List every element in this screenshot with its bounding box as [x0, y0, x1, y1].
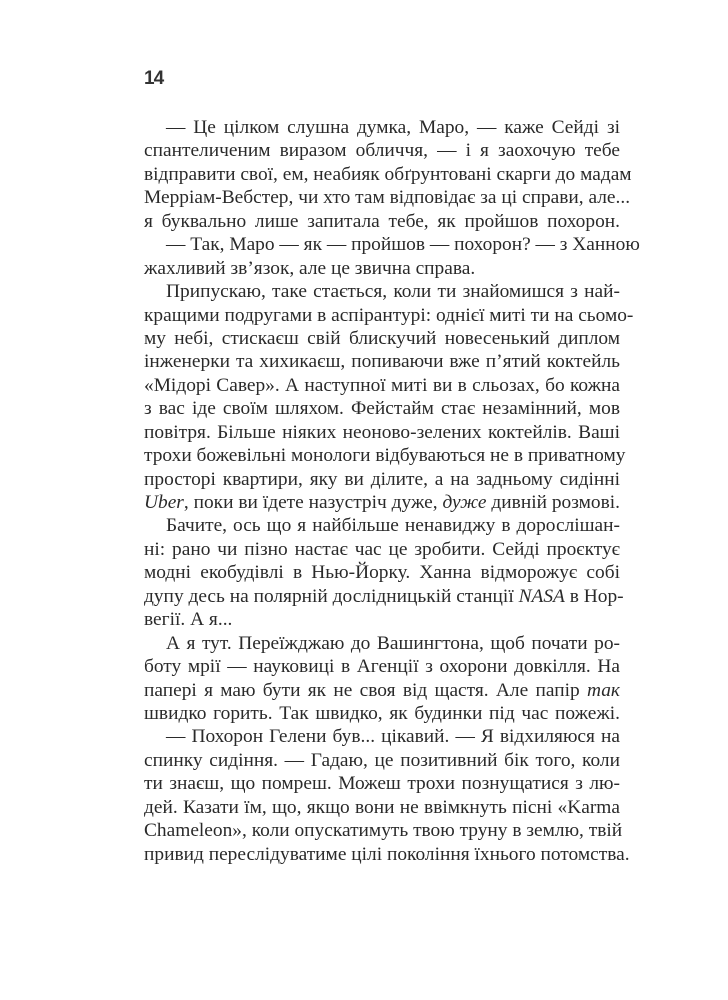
text-segment: повітря. Більше ніяких неоново-зелених коктейлів. Ваші	[144, 421, 620, 443]
text-segment: — Так, Маро — як — пройшов — похорон? — з Ханною	[166, 234, 640, 256]
text-segment: жахливий зв’язок, але це звична справа.	[144, 257, 476, 279]
text-line	[144, 608, 620, 631]
text-line	[144, 749, 620, 772]
text-segment: я буквально лише запитала тебе, як пройшов похорон.	[144, 210, 620, 232]
text-line	[144, 632, 620, 655]
italic-text: так	[586, 679, 620, 701]
text-segment: привид переслідуватиме цілі покоління їхнього потомства.	[144, 843, 630, 865]
text-segment: з вас іде своїм шляхом. Фейстайм стає незамінний, мов	[144, 398, 620, 420]
text-segment: Бачите, ось що я найбільше ненавиджу в дорослішан-	[166, 515, 620, 537]
text-line	[144, 210, 620, 233]
text-line	[144, 561, 620, 584]
text-segment: дивній розмові.	[486, 492, 620, 513]
text-segment: в Нор-	[564, 585, 624, 607]
text-segment: — Похорон Гелени був... цікавий. — Я відхиляюся на	[166, 726, 620, 748]
text-line	[144, 257, 620, 280]
text-line	[144, 421, 620, 444]
text-segment: просторі квартири, яку ви ділите, а на задньому сидінні	[144, 468, 620, 490]
text-segment: — Це цілком слушна думка, Маро, — каже Сейді зі	[166, 117, 620, 138]
text-segment: папері я маю бути як не своя від щастя. Але папір	[144, 679, 587, 701]
text-segment: дей. Казати їм, що, якщо вони не ввімкнуть пісні «Karma	[144, 796, 620, 818]
text-line	[144, 397, 620, 420]
text-line	[144, 116, 620, 139]
text-line	[144, 327, 620, 350]
text-segment: Припускаю, таке стається, коли ти знайомишся з най-	[166, 281, 620, 303]
text-line	[144, 280, 620, 303]
text-line	[144, 772, 620, 795]
text-segment: ні: рано чи пізно настає час це зробити. Сейді проєктує	[144, 538, 620, 560]
text-segment: вегії. А я...	[144, 609, 233, 631]
text-line	[144, 585, 624, 608]
text-segment: інженерки та хихикаєш, попиваючи вже п’ятий коктейль	[144, 351, 620, 373]
text-line	[144, 679, 620, 702]
text-segment: спинку сидіння. — Гадаю, це позитивний бік того, коли	[144, 749, 620, 771]
text-line	[144, 468, 620, 491]
text-segment: «Мідорі Савер». А наступної миті ви в сльозах, бо кожна	[144, 374, 620, 396]
text-segment: боту мрії — науковиці в Агенції з охорони довкілля. На	[144, 656, 620, 678]
text-segment: Chameleon», коли опускатимуть твою труну в землю, твій	[144, 820, 623, 842]
text-segment: модні екобудівлі в Нью-Йорку. Ханна відморожує собі	[144, 562, 620, 584]
text-line	[144, 796, 620, 819]
text-line	[144, 702, 620, 725]
text-segment: Мерріам-Вебстер, чи хто там відповідає за ці справи, але...	[144, 187, 631, 209]
text-line	[144, 514, 620, 537]
body-text	[144, 116, 640, 866]
text-segment: му небі, стискаєш свій блискучий новесенький диплом	[144, 327, 620, 349]
text-line	[144, 186, 631, 209]
text-line	[144, 843, 630, 866]
page-number: 14	[144, 68, 164, 89]
text-segment: , поки ви їдете назустріч дуже,	[183, 492, 443, 513]
text-line	[144, 444, 626, 467]
text-line	[144, 304, 634, 327]
text-segment: спантеличеним виразом обличчя, — і я заохочую тебе	[144, 140, 620, 162]
text-line	[144, 725, 620, 748]
text-line	[144, 655, 620, 678]
text-line	[144, 139, 620, 162]
text-segment: ти знаєш, що помреш. Можеш трохи познущатися з лю-	[144, 773, 620, 795]
italic-text: Uber	[144, 492, 184, 513]
text-segment: трохи божевільні монологи відбуваються не в приватному	[144, 445, 626, 467]
text-segment: А я тут. Переїжджаю до Вашингтона, щоб почати ро-	[166, 632, 620, 654]
text-line	[144, 491, 620, 514]
text-line	[144, 233, 640, 256]
text-segment: відправити свої, ем, неабияк обґрунтовані скарги до мадам	[144, 163, 632, 185]
italic-text: дуже	[442, 492, 487, 513]
text-line	[144, 819, 623, 842]
text-segment: дупу десь на полярній дослідницькій станції	[144, 585, 519, 607]
text-segment: кращими подругами в аспірантурі: однієї миті ти на сьомо-	[144, 304, 634, 326]
text-line	[144, 374, 620, 397]
text-line	[144, 350, 620, 373]
text-segment: швидко горить. Так швидко, як будинки під час пожежі.	[144, 702, 620, 724]
text-line	[144, 538, 620, 561]
text-line	[144, 163, 632, 186]
italic-text: NASA	[518, 585, 565, 607]
